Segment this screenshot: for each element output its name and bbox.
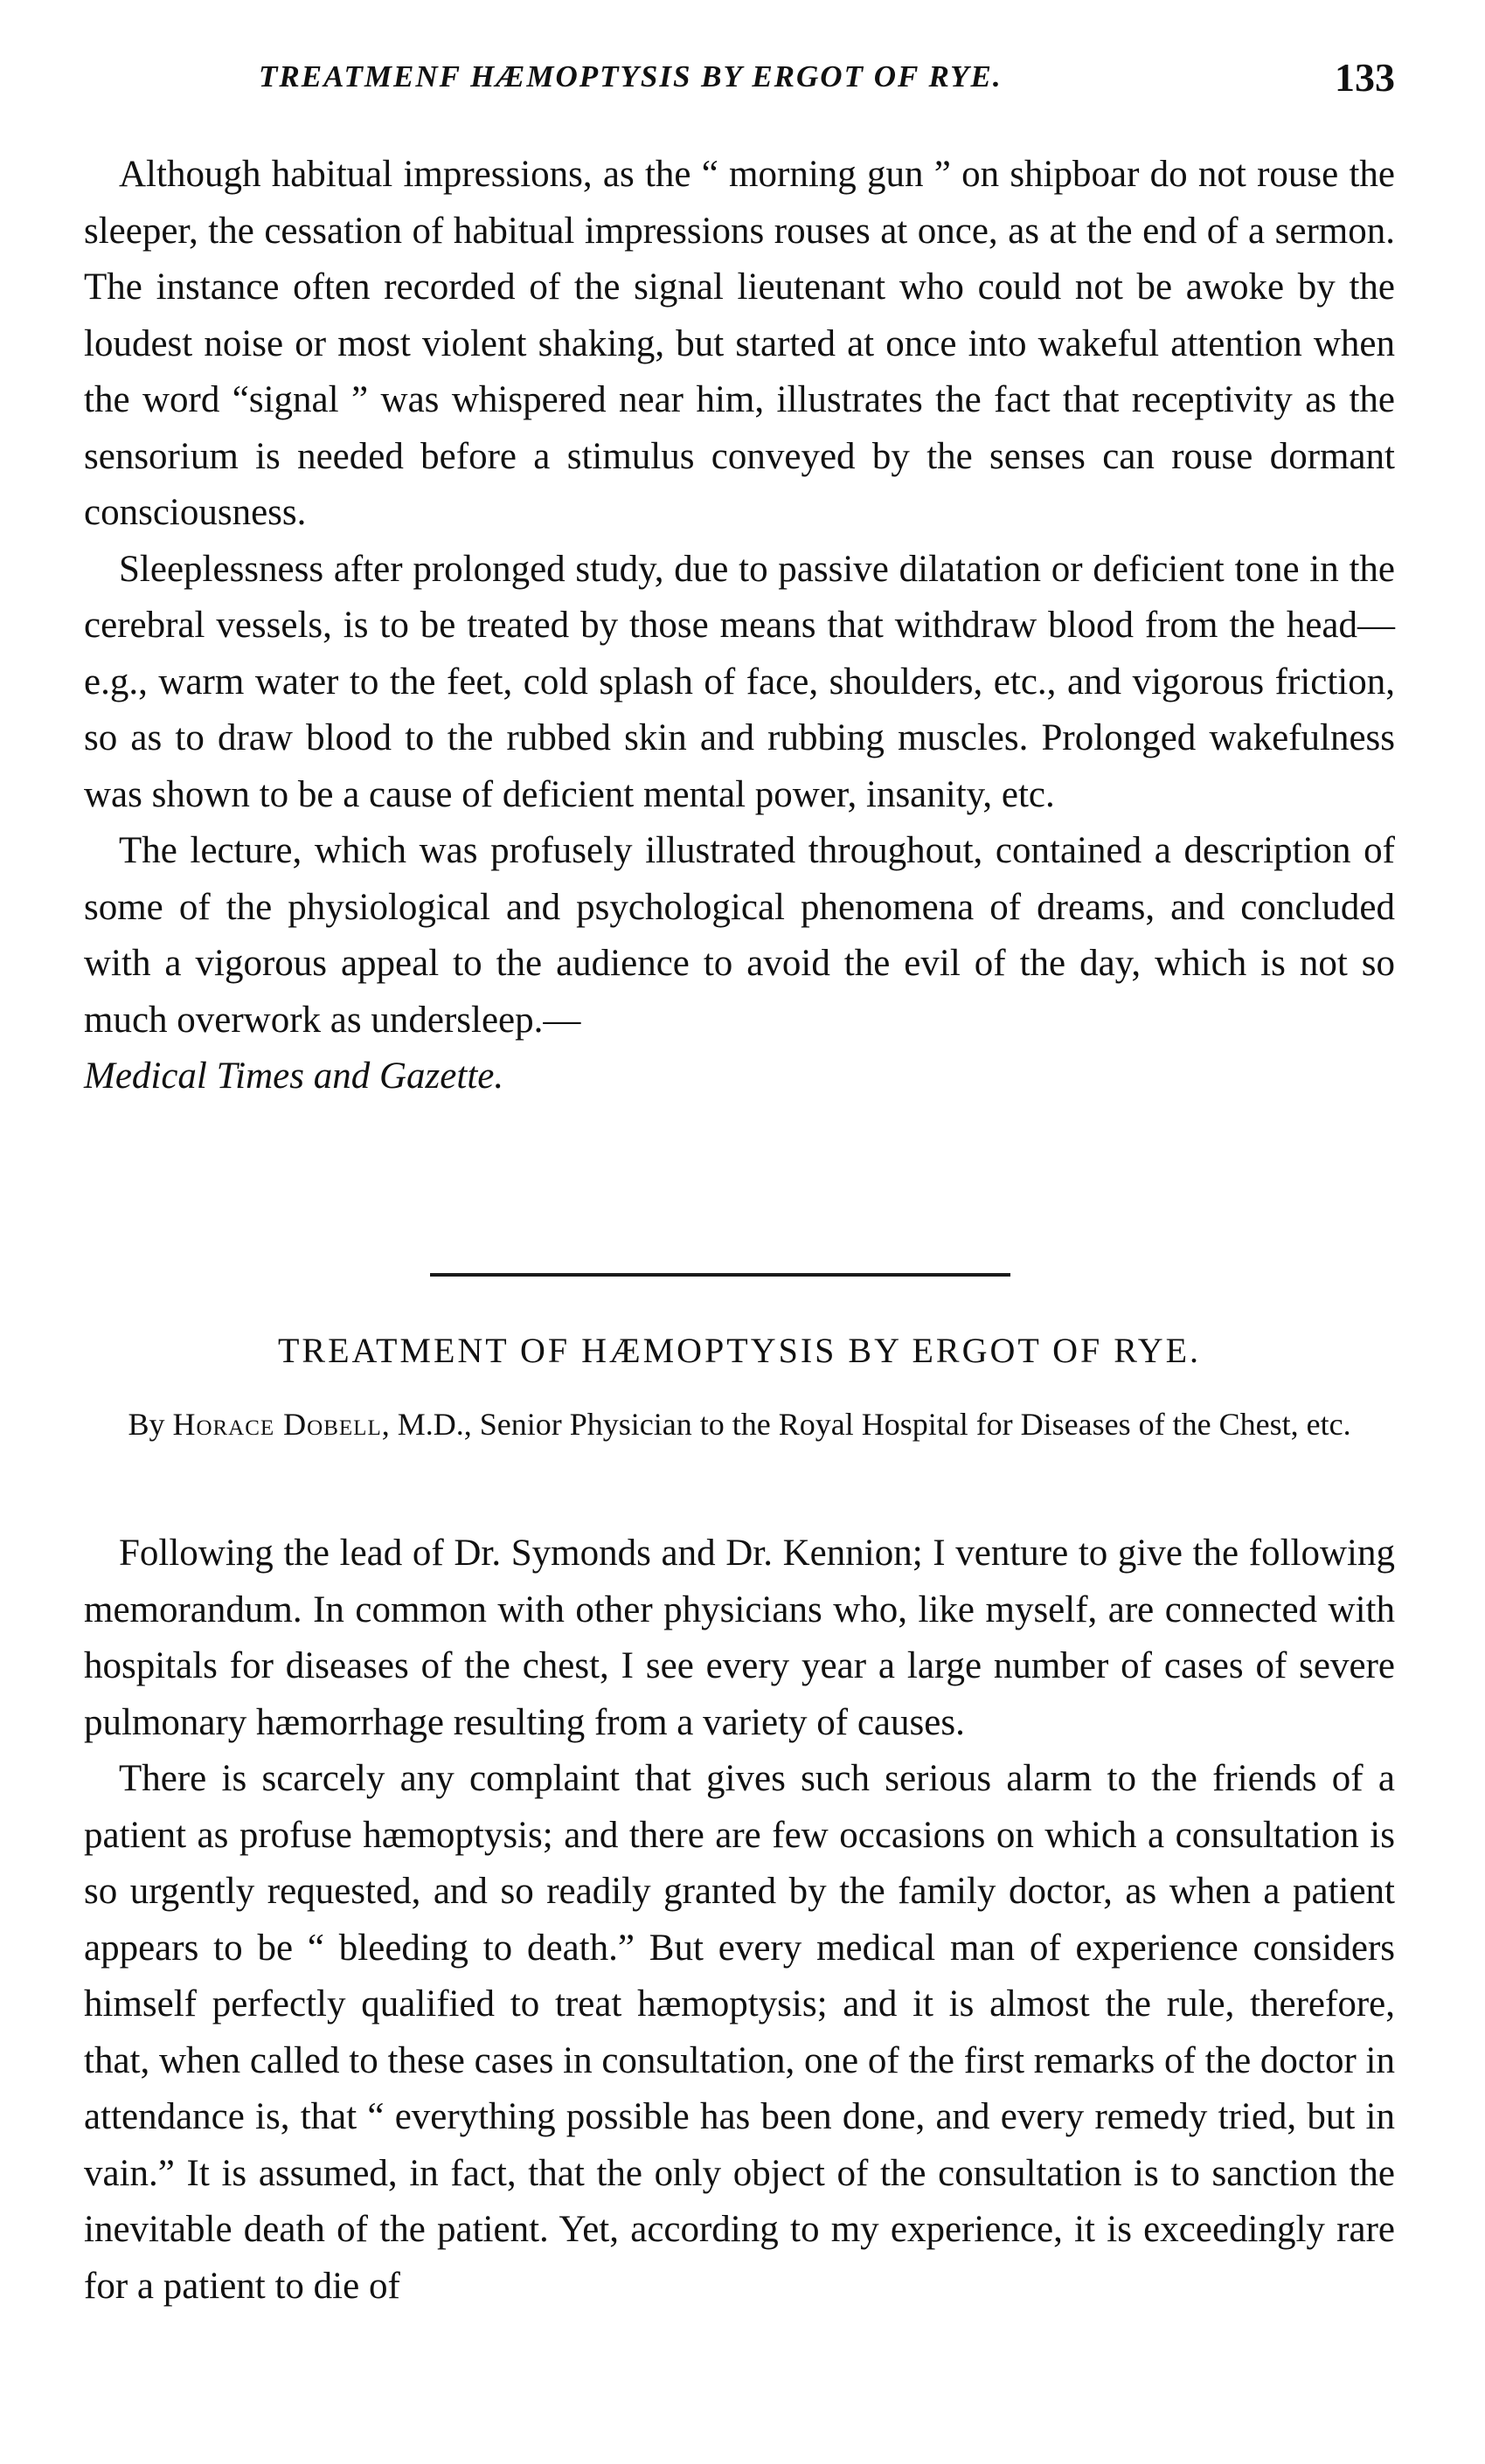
section-divider (430, 1273, 1010, 1277)
article-byline (84, 1402, 1395, 1446)
byline-prefix: By (128, 1407, 165, 1442)
byline-credentials: , M.D., Senior Physician to the Royal Hospital for Diseases of the Chest, etc. (381, 1407, 1351, 1442)
byline-author: Horace Dobell (172, 1407, 382, 1442)
previous-article-text (84, 147, 1395, 1105)
page-number: 133 (1335, 55, 1395, 100)
running-title: TREATMENF HÆMOPTYSIS BY ERGOT OF RYE. (259, 59, 1003, 93)
article-title: TREATMENT OF HÆMOPTYSIS BY ERGOT OF RYE. (277, 1331, 1202, 1370)
paragraph: Although habitual impressions, as the “ morning gun ” on shipboar do not rouse the sleeper, the cessation of habitual impressions rouses at once, as at the end of a sermon. The instance often recorded of the signal lieutenant who could not be awoke by the loudest noise or most violent shaking, but started at once into wakeful attention when the word “signal ” was whispered near him, illustrates the fact that receptivity as the sensorium is needed before a stimulus conveyed by the senses can rouse dormant consciousness. (84, 154, 1395, 533)
paragraph: Following the lead of Dr. Symonds and Dr. Kennion; I venture to give the following memorandum. In common with other physicians who, like myself, are connected with hospitals for diseases of the chest, I see every year a large number of cases of severe pulmonary hæmorrhage resulting from a variety of causes. (84, 1533, 1395, 1743)
paragraph (84, 823, 1395, 1105)
running-header (84, 54, 1395, 107)
paragraph: Sleeplessness after prolonged study, due to passive dilatation or deficient tone in the cerebral vessels, is to be treated by those means that withdraw blood from the head—e.g., warm water to the feet, cold splash of face, shoulders, etc., and vigorous friction, so as to draw blood to the rubbed skin and rubbing muscles. Prolonged wakefulness was shown to be a cause of deficient mental power, insanity, etc. (84, 548, 1395, 815)
article-text (84, 1526, 1395, 2315)
paragraph-text: The lecture, which was profusely illustrated throughout, contained a description of some of the physiological and psychological phenomena of dreams, and concluded with a vigorous appeal to the audience to avoid the evil of the day, which is not so much overwork as undersleep.— (84, 830, 1395, 1041)
paragraph: There is scarcely any complaint that gives such serious alarm to the friends of a patient as profuse hæmoptysis; and there are few occasions on which a consultation is so urgently requested, and so readily granted by the family doctor, as when a patient appears to be “ bleeding to death.” But every medical man of experience considers himself perfectly qualified to treat hæmoptysis; and it is almost the rule, therefore, that, when called to these cases in consultation, one of the first remarks of the doctor in attendance is, that “ everything possible has been done, and every remedy tried, but in vain.” It is assumed, in fact, that the only object of the consultation is to sanction the inevitable death of the patient. Yet, according to my experience, it is exceedingly rare for a patient to die of (84, 1758, 1395, 2307)
source-citation: Medical Times and Gazette. (84, 1056, 504, 1097)
